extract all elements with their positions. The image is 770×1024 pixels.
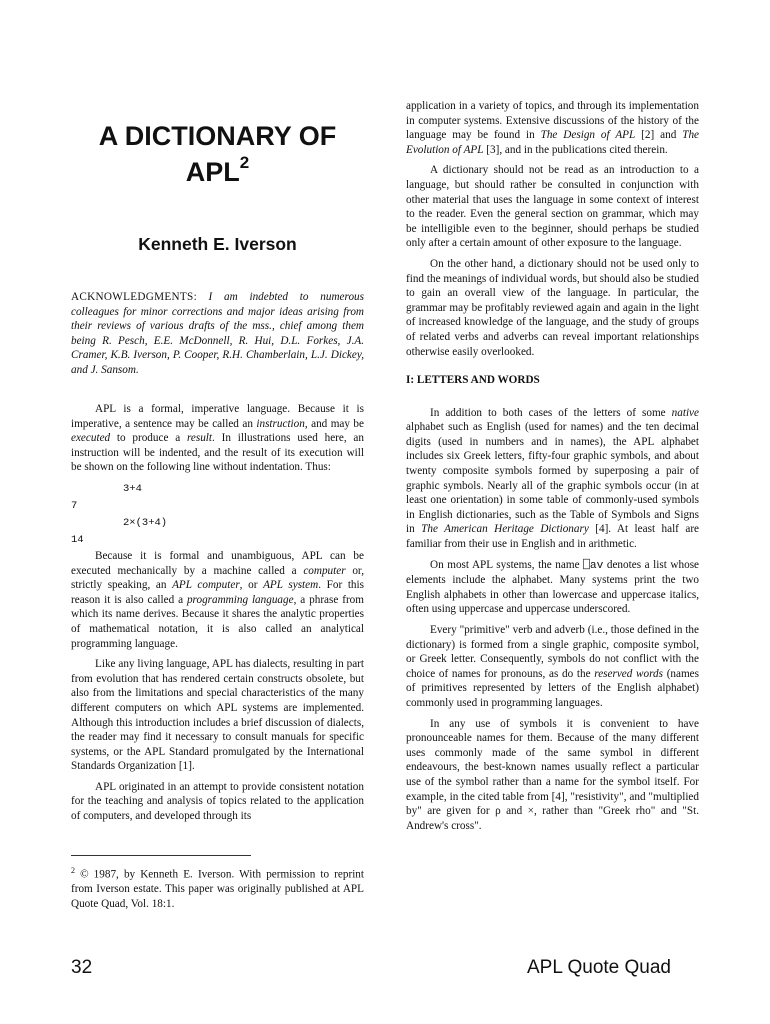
text-run: Because it is formal and unambiguous, APL can be executed mechanically by a machine called a <box>71 549 364 577</box>
text-run: or, strictly speaking, an <box>71 564 365 592</box>
right-paragraph-3: On the other hand, a dictionary should not be used only to find the meanings of individual words, but should also be studied to gain an overall view of the language. In particular, the grammar may be profitably reviewed again and again in the light of increased knowledge of the language, and the study of groups of related verbs and adverbs can reveal important relationships otherwise easily overlooked. <box>406 257 699 358</box>
text-run: , and may be <box>304 417 364 430</box>
code-example-2-output: 14 <box>71 533 84 546</box>
term-computer: computer <box>303 564 346 577</box>
text-run: alphabet such as English (used for names) and the ten decimal digits (used in numbers and in names), the APL alphabet includes six Greek letters, fifty-four graphic symbols, and about twenty composite symbols formed by superposing a pair of graphic symbols. Nearly all of the graphic symbols occur (in at least one orientation) in some table of commonly-used symbols in English dictionaries, such as the Table of Symbols and Signs in <box>406 421 699 536</box>
citation-evolution-of-apl: The Evolution of APL <box>406 129 699 156</box>
text-run: [3], and in the publications cited therein. <box>483 143 668 156</box>
left-column <box>71 402 364 830</box>
term-instruction: instruction <box>256 417 305 430</box>
term-executed: executed <box>71 432 111 445</box>
code-example-1-input: 3+4 <box>123 482 142 495</box>
right-column <box>406 99 699 839</box>
right-paragraph-7: In any use of symbols it is convenient to have pronounceable names for them. Because of the many different uses commonly made of the same symbol in different endeavours, the best-known names usually reflect a particular use of the symbol rather than a name for the symbol itself. For example, in the cited table from [4], "resistivity", and "multiplied by" are given for ρ and ×, rather than "Greek rho" and "St. Andrew's cross". <box>406 717 699 832</box>
text-run: , or <box>239 579 264 592</box>
left-paragraph-3: Like any living language, APL has dialects, resulting in part from evolution that has rendered certain constructs obsolete, but also from the limitations and special characteristics of the many different computers on which APL systems are implemented. Although this introduction includes a brief discussion of dialects, the reader may find it necessary to consult manuals for specific systems, or the APL Standard promulgated by the International Standards Organization [1]. <box>71 658 364 773</box>
title-line-2 <box>71 154 364 190</box>
page-number: 32 <box>71 957 93 978</box>
text-run: , a phrase from which its name derives. Because it shares the analytic properties of mathematical notation, it is also called an analytical programming language. <box>71 593 364 650</box>
text-run: Every "primitive" verb and adverb (i.e., those defined in the dictionary) is formed from a single graphic, composite symbol, or Greek letter. Consequently, symbols do not conflict with the choice of names for pronouns, as do the <box>406 624 699 680</box>
text-run: On most APL systems, the name <box>430 558 584 571</box>
journal-name: APL Quote Quad <box>526 957 671 978</box>
section-heading: I: LETTERS AND WORDS <box>406 374 540 387</box>
acknowledgments-sep: : <box>193 291 209 303</box>
author-name: Kenneth E. Iverson <box>138 234 297 254</box>
title-footnote-marker: 2 <box>239 153 250 172</box>
right-paragraph-4 <box>406 406 699 552</box>
text-run: [2] and <box>635 129 683 142</box>
text-run: application in a variety of topics, and through its implementation in computer systems. Extensive discussions of the history of the language may be found in <box>406 100 699 142</box>
right-paragraph-6 <box>406 623 699 711</box>
footnote-marker: 2 <box>71 866 75 875</box>
text-run: . For this reason it is also called a <box>71 579 364 606</box>
term-result: result <box>186 432 213 445</box>
term-programming-language: programming language <box>186 593 294 606</box>
text-run: In addition to both cases of the letters of some <box>430 406 672 419</box>
text-run: to produce a <box>110 432 187 445</box>
term-reserved-words: reserved words <box>594 667 663 680</box>
right-paragraph-1 <box>406 99 699 157</box>
term-apl-system: APL system <box>263 579 319 592</box>
footnote-rule <box>71 855 251 856</box>
term-apl-computer: APL computer <box>172 579 240 592</box>
text-run: denotes a list whose elements include the alphabet. Many systems print the two English alphabets in other than lowercase and uppercase italics, often using uppercase and uppercase underscored. <box>406 558 700 616</box>
acknowledgments-text: I am indebted to numerous colleagues for minor corrections and major ideas arising from their reviews of various drafts of the mss., chief among them being R. Pesch, E.E. McDonnell, R. Hui, D.L. Forkes, J.A. Cramer, K.B. Iverson, P. Cooper, R.H. Chamberlain, L.J. Dickey, and J. Sansom. <box>71 291 364 376</box>
footnote-text: © 1987, by Kenneth E. Iverson. With permission to reprint from Iverson estate. This paper was originally published at APL Quote Quad, Vol. 18:1. <box>71 868 364 910</box>
code-example-2-input: 2×(3+4) <box>123 516 168 529</box>
text-run: APL is a formal, imperative language. Because it is imperative, a sentence may be called an <box>71 403 364 430</box>
title-apl: APL <box>185 157 240 187</box>
text-run: . In illustrations used here, an instruction will be indented, and the result of its execution will be shown on the following line without indentation. Thus: <box>71 432 364 474</box>
text-run: [4]. At least half are familiar from their use in English and in arithmetic. <box>406 523 700 551</box>
citation-design-of-apl: The Design of APL <box>540 129 636 142</box>
right-paragraph-2: A dictionary should not be read as an introduction to a language, but should rather be consulted in conjunction with other material that uses the language in some context of interest to the reader. Even the general section on grammar, which may be intelligible even to the beginner, should perhaps be studied only after a certain amount of other exposure to the language. <box>406 164 699 250</box>
code-quad-av: ⎕av <box>583 559 604 572</box>
left-paragraph-1 <box>71 402 364 475</box>
right-paragraph-5 <box>406 558 699 617</box>
code-example-1-output: 7 <box>71 499 78 512</box>
citation-american-heritage-dictionary: The American Heritage Dictionary <box>421 523 589 536</box>
left-paragraph-2 <box>71 549 364 651</box>
title-line-1: A DICTIONARY OF <box>98 121 337 151</box>
term-native: native <box>671 406 699 419</box>
paper-title <box>71 118 364 190</box>
left-paragraph-4: APL originated in an attempt to provide consistent notation for the teaching and analysis of topics related to the application of computers, and developed through its <box>71 780 364 823</box>
text-run: (names of primitives represented by letters of the English alphabet) commonly used in programming languages. <box>406 667 699 709</box>
acknowledgments-lead: ACKNOWLEDGMENTS <box>71 291 194 303</box>
footnote <box>71 864 364 912</box>
acknowledgments <box>71 290 364 378</box>
